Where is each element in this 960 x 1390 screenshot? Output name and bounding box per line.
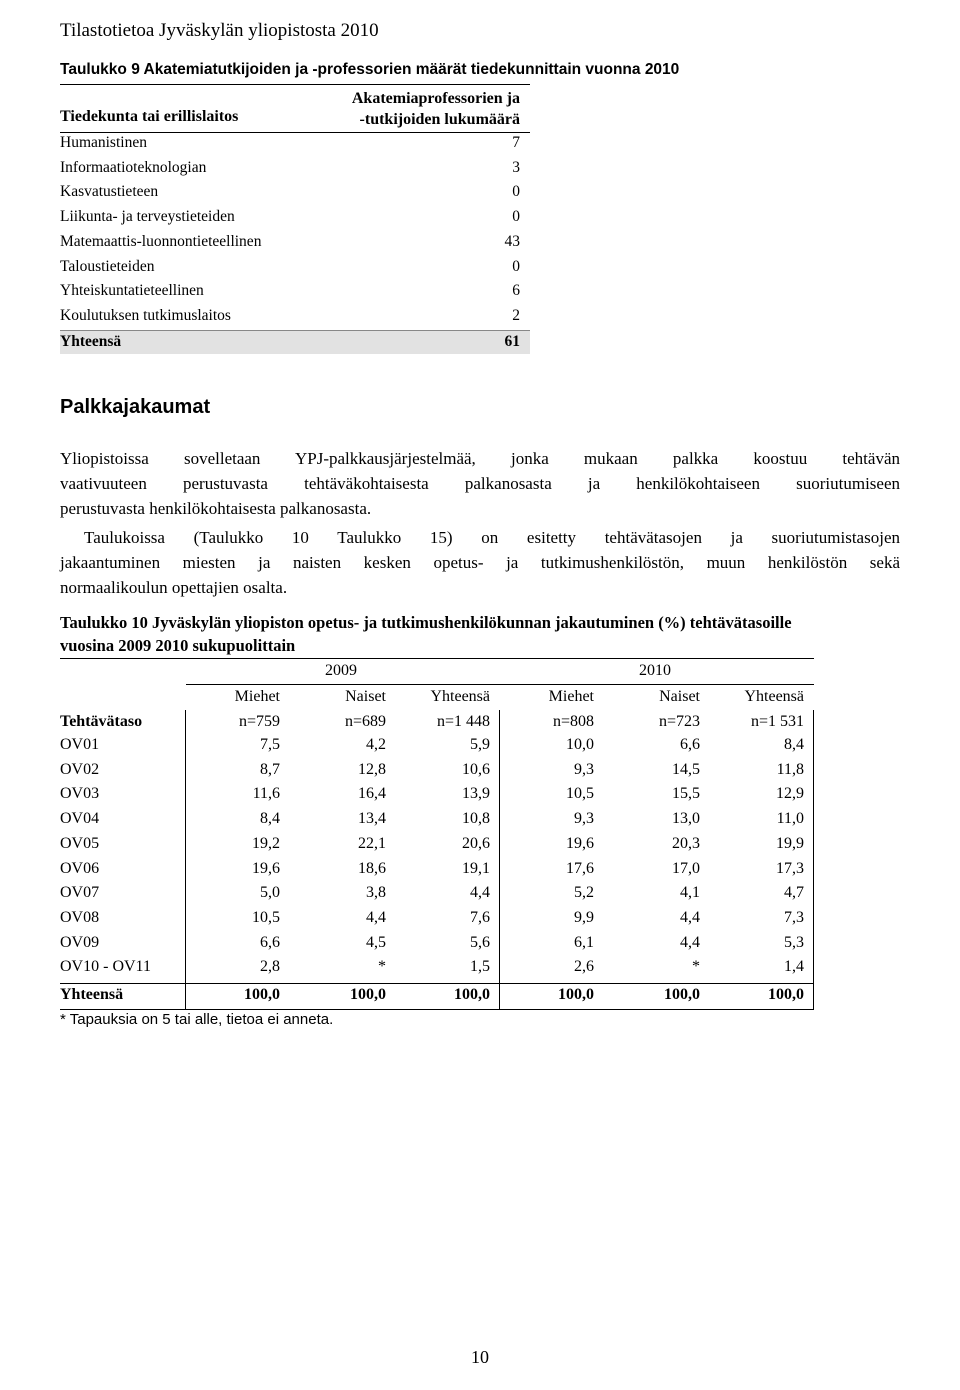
table9-total-label: Yhteensä [60,333,122,350]
table10-cell: 16,4 [358,785,386,802]
table10-caption-line1: Taulukko 10 Jyväskylän yliopiston opetus- ja tutkimushenkilökunnan jakautuminen (%) tehtävätasoille [60,613,792,632]
table10-row-label: OV04 [60,810,100,827]
table10-cell: 17,0 [672,860,700,877]
page-header: Tilastotietoa Jyväskylän yliopistosta 2010 [60,20,379,41]
table10-n-value: n=1 531 [750,713,804,730]
table9-row-value: 3 [512,159,520,176]
table9-row-value: 7 [512,134,520,151]
table9-row-label: Taloustieteiden [60,258,155,275]
table10-n-value: n=723 [658,713,700,730]
table10-subheader: Miehet [234,688,280,705]
table10-caption-line2: vuosina 2009 2010 sukupuolittain [60,636,296,655]
table10-cell: 10,5 [252,909,280,926]
table10-total-label: Yhteensä [60,986,124,1003]
table10-cell: 4,4 [470,884,490,901]
paragraph-1-line: Yliopistoissa sovelletaan YPJ-palkkausjärjestelmää, jonka mukaan palkka koostuu tehtävän [60,449,900,468]
table10-cell: 2,8 [260,958,280,975]
table10-cell: 6,1 [574,934,594,951]
table10-cell: 10,6 [462,761,490,778]
page-number: 10 [471,1347,489,1367]
table9-row-value: 0 [512,258,520,275]
table10-cell: 20,3 [672,835,700,852]
table9-row-label: Matemaattis-luonnontieteellinen [60,233,262,250]
table10-n-value: n=759 [238,713,280,730]
table10-cell: 3,8 [366,884,386,901]
table10-cell: 17,6 [566,860,594,877]
table10-subheader: Miehet [548,688,594,705]
table10-cell: 7,6 [470,909,490,926]
table10-cell: 9,3 [574,810,594,827]
table10-cell: 19,1 [462,860,490,877]
table10-cell: 11,0 [776,810,804,827]
table9-row-value: 6 [512,282,520,299]
table10-cell: 7,5 [260,736,280,753]
table10-cell: 17,3 [776,860,804,877]
section-title: Palkkajakaumat [60,396,211,418]
table10-cell: 5,3 [784,934,804,951]
table10-total-value: 100,0 [558,986,594,1003]
paragraph-2-line: Taulukoissa (Taulukko 10 Taulukko 15) on esitetty tehtävätasojen ja suoriutumistasojen [84,528,900,547]
table9-caption: Taulukko 9 Akatemiatutkijoiden ja -professorien määrät tiedekunnittain vuonna 2010 [60,61,680,78]
table10-subheader: Naiset [345,688,386,705]
table9-col2-header-line1: Akatemiaprofessorien ja [351,90,520,107]
table10-cell: 12,8 [358,761,386,778]
table10-cell: 5,6 [470,934,490,951]
table10-cell: 13,4 [358,810,386,827]
table10-cell: 13,9 [462,785,490,802]
table10-row-label: OV05 [60,835,100,852]
table10-cell: 8,4 [784,736,804,753]
table10-cell: * [378,958,386,975]
table9-col2-header-line2: -tutkijoiden lukumäärä [359,111,520,128]
table10-cell: 20,6 [462,835,490,852]
table10-cell: 22,1 [358,835,386,852]
table10-subheader: Naiset [659,688,700,705]
table10-cell: 10,0 [566,736,594,753]
table9-col1-header: Tiedekunta tai erillislaitos [60,108,239,125]
table10-cell: 4,4 [680,934,700,951]
table10-cell: 19,9 [776,835,804,852]
table10-row-label: OV08 [60,909,100,926]
table10-cell: 10,5 [566,785,594,802]
table10-cell: 5,2 [574,884,594,901]
table10-cell: 8,4 [260,810,280,827]
table10-cell: 4,1 [680,884,700,901]
table9-total-value: 61 [504,333,520,350]
table10-n-value: n=1 448 [436,713,490,730]
table10-year-rule [186,684,814,685]
paragraph-1-line: perustuvasta henkilökohtaisesta palkanosasta. [60,499,372,518]
table10-row-label: OV02 [60,761,100,778]
table10-row-label: OV01 [60,736,100,753]
table10-bottom-rule [60,1009,814,1010]
table10-cell: 10,8 [462,810,490,827]
table10-cell: 5,0 [260,884,280,901]
table10-cell: 7,3 [784,909,804,926]
table10-cell: 14,5 [672,761,700,778]
table9-row-label: Kasvatustieteen [60,183,159,200]
table9-row-label: Koulutuksen tutkimuslaitos [60,307,231,324]
table10-vline [813,710,814,1010]
table10-cell: * [692,958,700,975]
table10-cell: 19,6 [252,860,280,877]
table10-cell: 18,6 [358,860,386,877]
table9-row-label: Yhteiskuntatieteellinen [60,282,204,299]
table10-year-2009: 2009 [325,662,357,679]
paragraph-1-line: vaativuuteen perustuvasta tehtäväkohtaisesta palkanosasta ja henkilökohtaiseen suoriutumiseen [60,474,900,493]
table10-cell: 6,6 [260,934,280,951]
paragraph-2-line: jakaantuminen miesten ja naisten kesken opetus- ja tutkimushenkilöstön, muun henkilöstön sekä [60,553,900,572]
table10-cell: 4,5 [366,934,386,951]
paragraph-2-line: normaalikoulun opettajien osalta. [60,578,288,597]
table10-total-value: 100,0 [244,986,280,1003]
table10-cell: 11,6 [252,785,280,802]
table10-year-2010: 2010 [639,662,671,679]
table10-cell: 19,6 [566,835,594,852]
table10-cell: 4,2 [366,736,386,753]
table10-row-label: OV07 [60,884,100,901]
table10-total-value: 100,0 [454,986,490,1003]
table10-cell: 6,6 [680,736,700,753]
table10-total-top-rule [60,983,814,984]
table10-cell: 4,4 [680,909,700,926]
table10-cell: 12,9 [776,785,804,802]
table10-cell: 1,4 [784,958,804,975]
table10-cell: 1,5 [470,958,490,975]
table10-n-label: Tehtävätaso [60,713,143,730]
table9-row-label: Liikunta- ja terveystieteiden [60,208,235,225]
table10-cell: 2,6 [574,958,594,975]
table9-row-value: 0 [512,208,520,225]
table10-cell: 9,3 [574,761,594,778]
table10-row-label: OV09 [60,934,100,951]
table10-cell: 19,2 [252,835,280,852]
table10-total-value: 100,0 [664,986,700,1003]
table10-subheader: Yhteensä [744,688,804,705]
table10-cell: 15,5 [672,785,700,802]
table9-row-label: Informaatioteknologian [60,159,207,176]
table10-n-value: n=808 [552,713,594,730]
table10-row-label: OV10 - OV11 [60,958,151,975]
table10-total-value: 100,0 [768,986,804,1003]
table9-row-value: 43 [504,233,520,250]
table10-row-label: OV03 [60,785,100,802]
table10-cell: 4,7 [784,884,804,901]
table10-cell: 5,9 [470,736,490,753]
table10-n-value: n=689 [344,713,386,730]
table10-footnote: * Tapauksia on 5 tai alle, tietoa ei anneta. [60,1011,334,1028]
table9-row-label: Humanistinen [60,134,147,151]
table9-row-value: 0 [512,183,520,200]
table10-row-label: OV06 [60,860,100,877]
table9-row-value: 2 [512,307,520,324]
table10-cell: 11,8 [776,761,804,778]
table10-subheader: Yhteensä [430,688,490,705]
table10-cell: 13,0 [672,810,700,827]
table10-cell: 9,9 [574,909,594,926]
table10-cell: 8,7 [260,761,280,778]
table10-cell: 4,4 [366,909,386,926]
table10-total-value: 100,0 [350,986,386,1003]
